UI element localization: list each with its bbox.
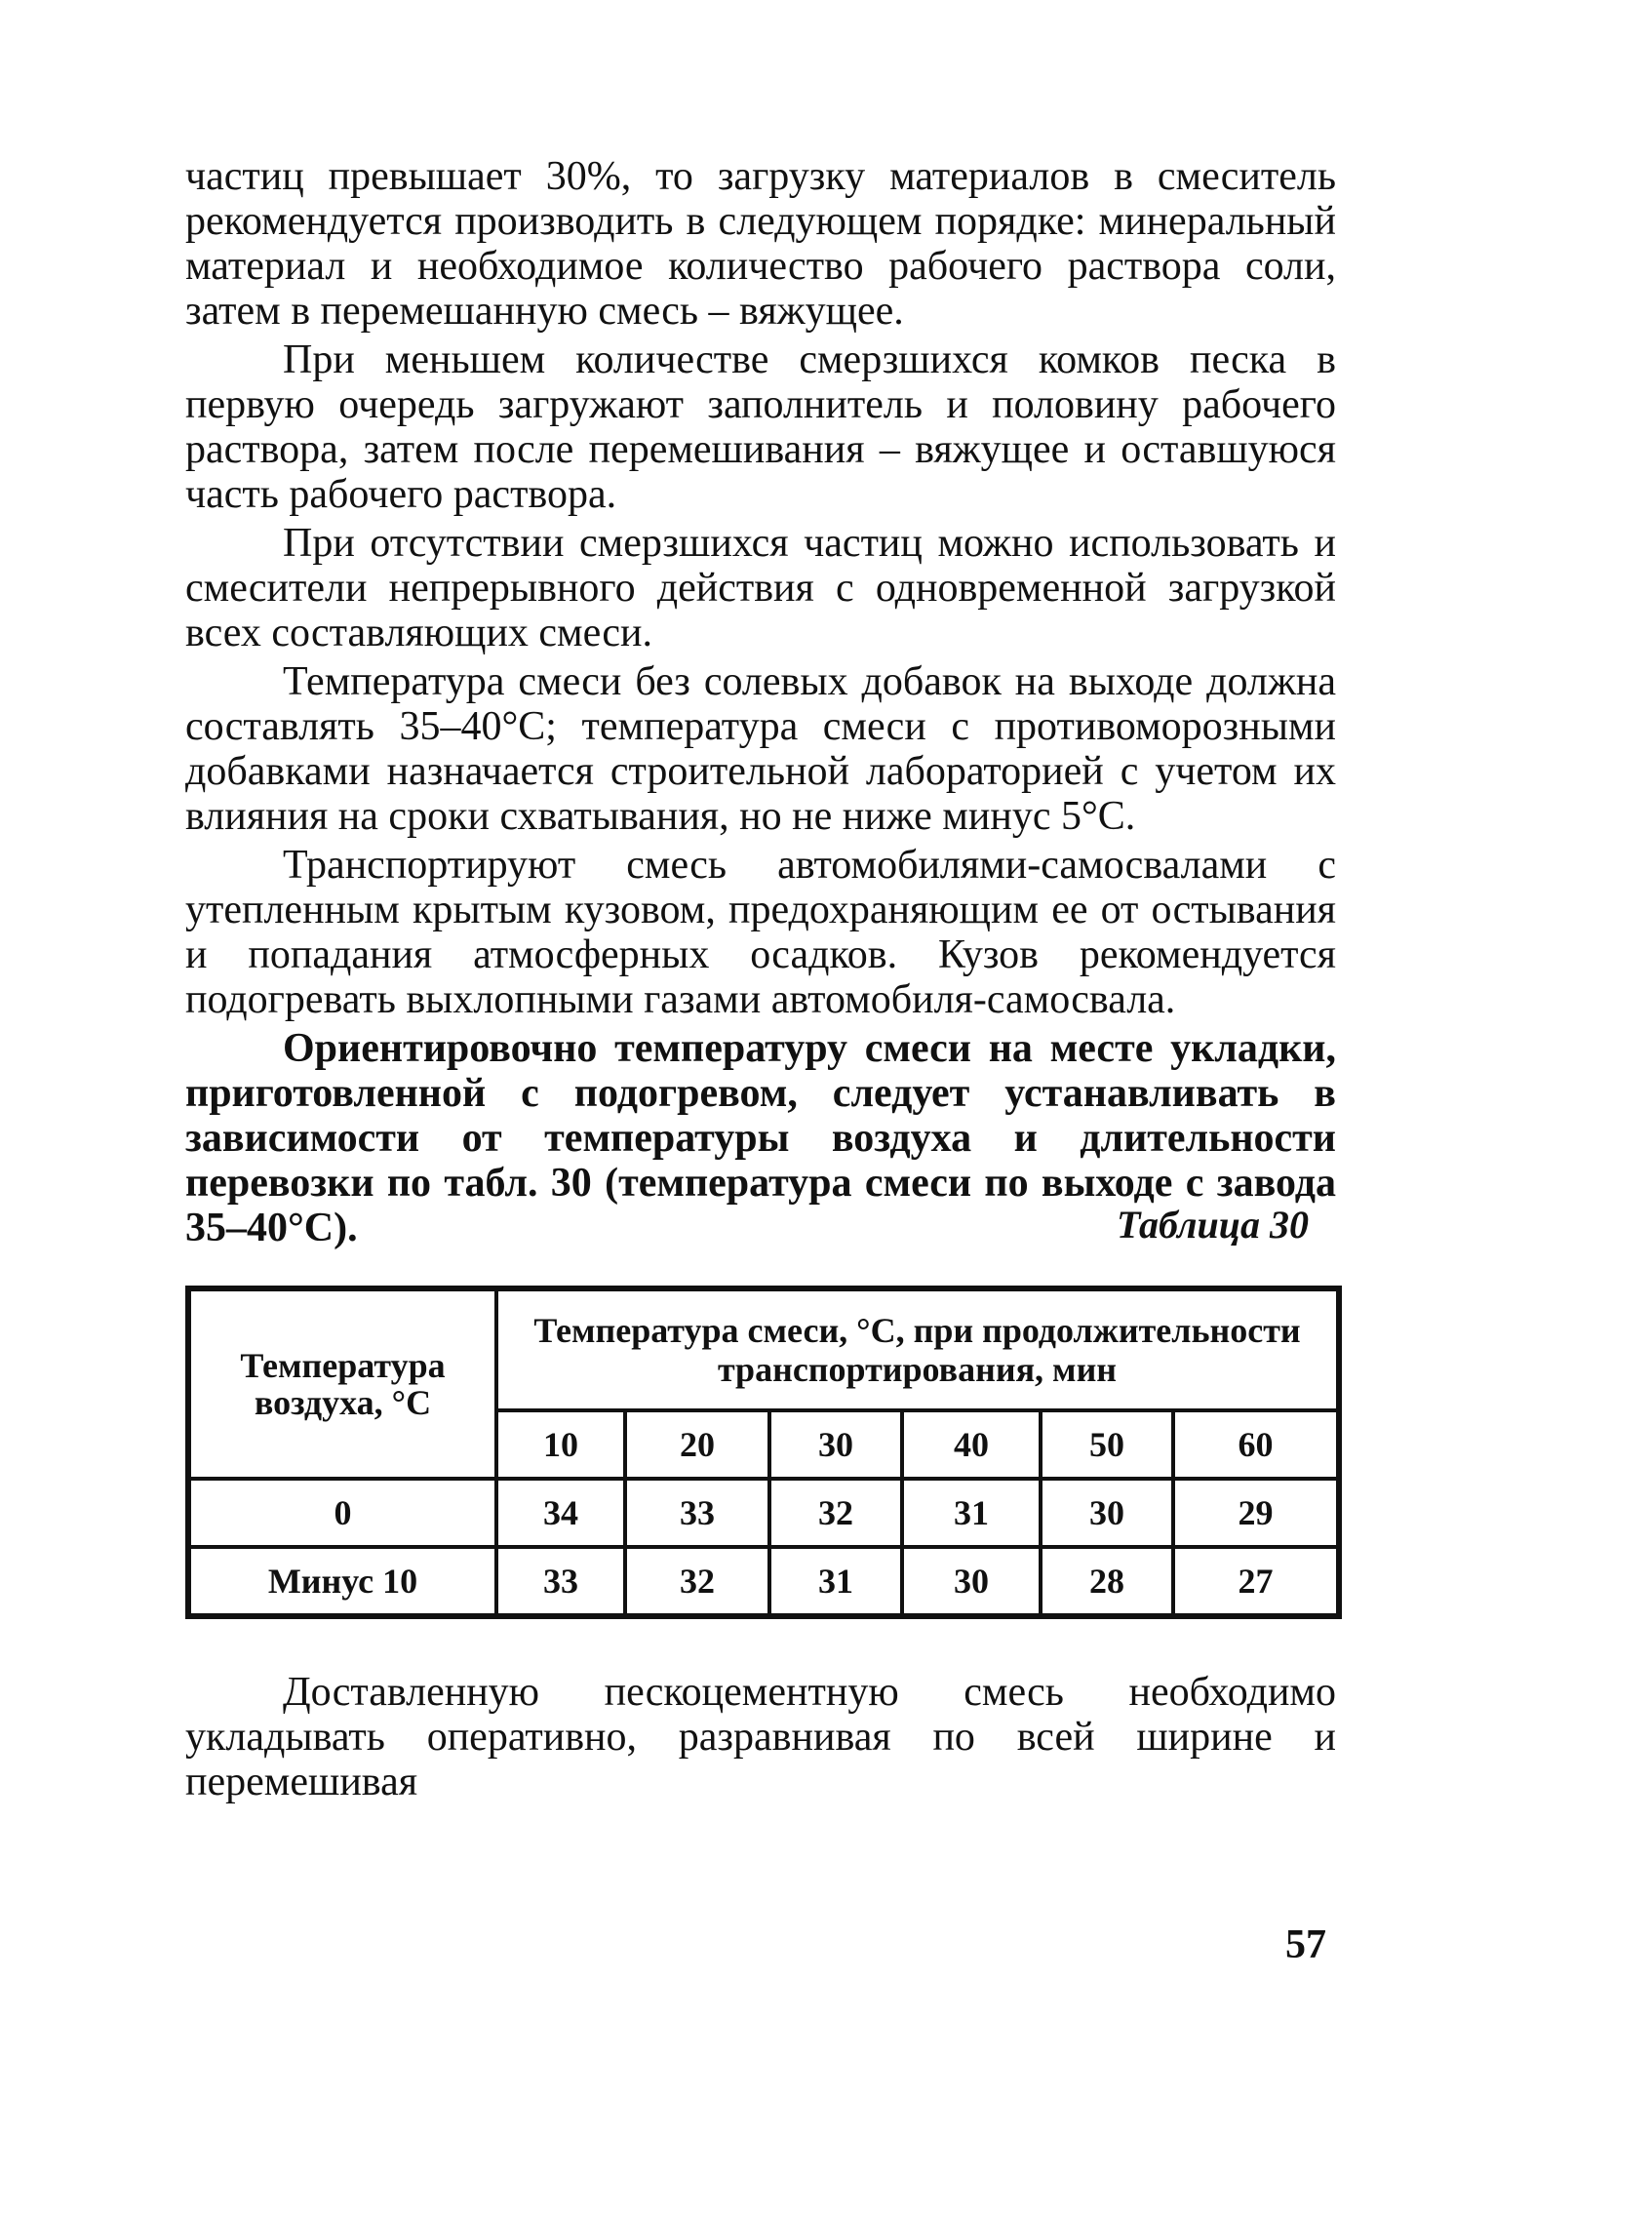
table-cell: 27	[1173, 1547, 1339, 1616]
table-row	[188, 1547, 1339, 1616]
row-label: 0	[188, 1479, 496, 1547]
table-cell: 30	[902, 1547, 1041, 1616]
page-number: 57	[1285, 1922, 1326, 1967]
paragraph-2: При меньшем количестве смерзшихся комков песка в первую очередь загружают заполнитель и половину рабочего раствора, затем после перемешивания – вяжущее и оставшуюся часть рабочего раствора.	[185, 337, 1336, 517]
table-row	[188, 1479, 1339, 1547]
table-container	[185, 1286, 1336, 1619]
table-cell: 28	[1041, 1547, 1173, 1616]
data-table	[185, 1286, 1342, 1619]
paragraph-6: Ориентировочно температуру смеси на месте укладки, приготовленной с подогревом, следует устанавливать в зависимости от температуры воздуха и длительности перевозки по табл. 30 (температура смеси по выходе с завода 35–40°С).	[185, 1026, 1336, 1250]
column-header: 60	[1173, 1410, 1339, 1479]
table-caption: Таблица 30	[1117, 1203, 1309, 1247]
column-header: 30	[769, 1410, 902, 1479]
paragraph-5: Транспортируют смесь автомобилями-самосвалами с утепленным крытым кузовом, предохраняющим ее от остывания и попадания атмосферных осадков. Кузов рекомендуется подогревать выхлопными газами автомобиля-самосвала.	[185, 843, 1336, 1022]
column-group-header: Температура смеси, °С, при продолжительности транспортирования, мин	[496, 1288, 1339, 1410]
column-header: 40	[902, 1410, 1041, 1479]
table-cell: 29	[1173, 1479, 1339, 1547]
paragraph-1: частиц превышает 30%, то загрузку материалов в смеситель рекомендуется производить в следующем порядке: минеральный материал и необходимое количество рабочего раствора соли, затем в перемешанную смесь – вяжущее.	[185, 154, 1336, 334]
paragraph-4: Температура смеси без солевых добавок на выходе должна составлять 35–40°С; температура смеси с противоморозными добавками назначается строительной лабораторией с учетом их влияния на сроки схватывания, но не ниже минус 5°С.	[185, 659, 1336, 839]
table-cell: 32	[625, 1547, 769, 1616]
table-cell: 31	[769, 1547, 902, 1616]
paragraph-3: При отсутствии смерзшихся частиц можно использовать и смесители непрерывного действия с одновременной загрузкой всех составляющих смеси.	[185, 521, 1336, 655]
row-header-cell: Температура воздуха, °С	[188, 1288, 496, 1479]
row-label: Минус 10	[188, 1547, 496, 1616]
column-header: 50	[1041, 1410, 1173, 1479]
body-text	[185, 154, 1336, 1254]
table-cell: 32	[769, 1479, 902, 1547]
table-cell: 31	[902, 1479, 1041, 1547]
table-cell: 30	[1041, 1479, 1173, 1547]
after-table-text	[185, 1670, 1336, 1804]
column-header: 10	[496, 1410, 625, 1479]
column-header: 20	[625, 1410, 769, 1479]
table-cell: 33	[496, 1547, 625, 1616]
paragraph-7: Доставленную пескоцементную смесь необходимо укладывать оперативно, разравнивая по всей ширине и перемешивая	[185, 1670, 1336, 1804]
table-cell: 34	[496, 1479, 625, 1547]
table-cell: 33	[625, 1479, 769, 1547]
